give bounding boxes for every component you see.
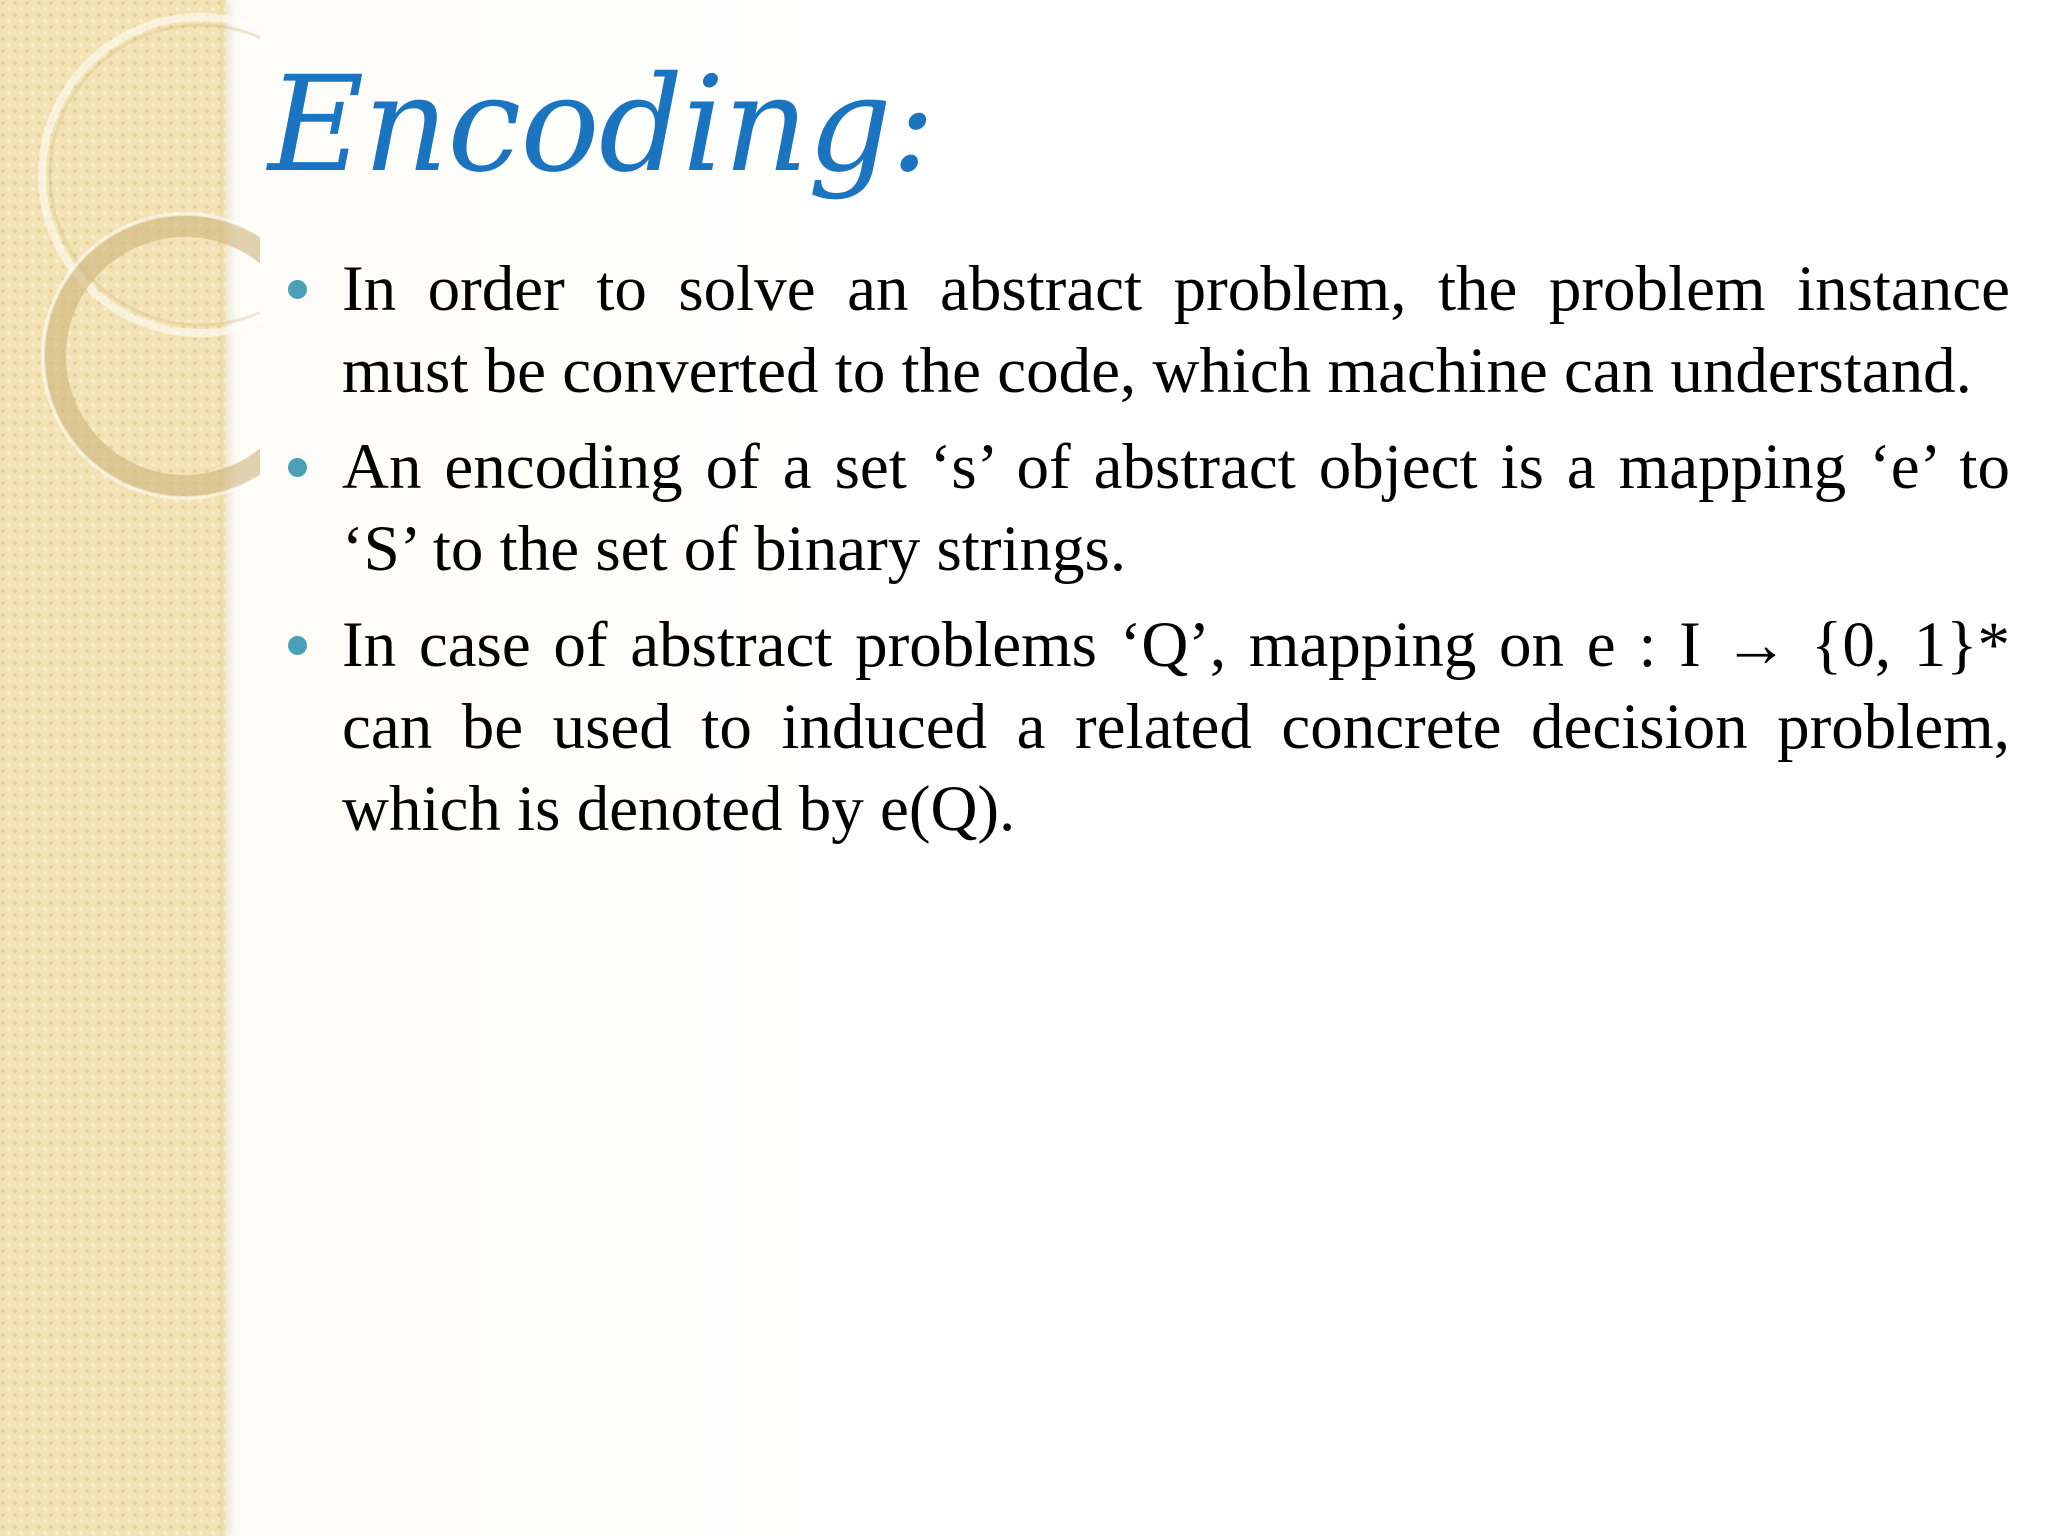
bullet-dot-icon [288, 458, 307, 477]
bullet-dot-icon [288, 636, 307, 655]
bullet-item [280, 604, 2010, 850]
decorative-side-strip [0, 0, 226, 1536]
bullet-list [280, 248, 2010, 864]
bullet-item [280, 426, 2010, 590]
slide-title: Encoding: [268, 48, 935, 202]
bullet-text: An encoding of a set ‘s’ of abstract object is a mapping ‘e’ to ‘S’ to the set of binary strings. [342, 431, 2010, 585]
bullet-item [280, 248, 2010, 412]
bullet-text: In order to solve an abstract problem, the problem instance must be converted to the code, which machine can understand. [342, 253, 2010, 407]
bullet-dot-icon [288, 280, 307, 299]
bullet-text: In case of abstract problems ‘Q’, mapping on e : I → {0, 1}* can be used to induced a related concrete decision problem, which is denoted by e(Q). [342, 609, 2010, 845]
